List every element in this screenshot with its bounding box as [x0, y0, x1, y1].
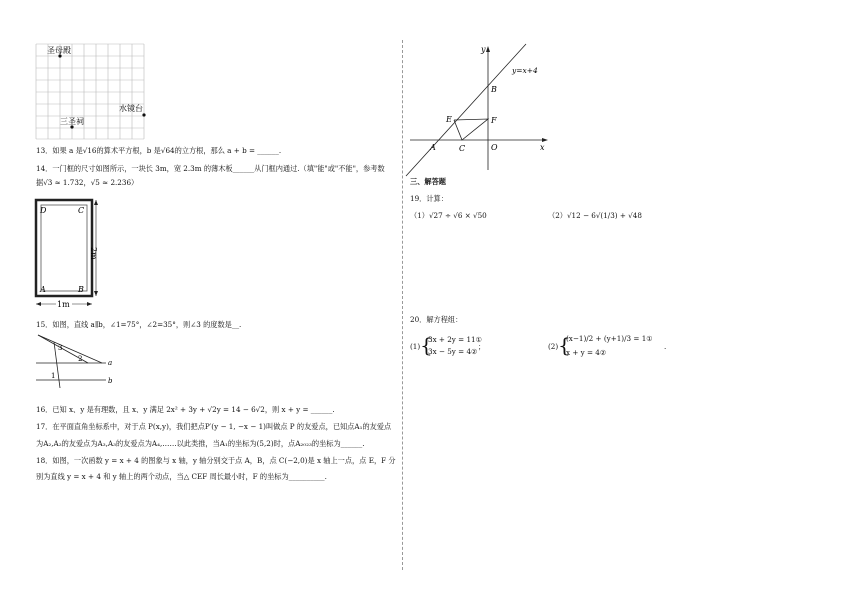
- q20-part1-brace: {: [420, 333, 433, 357]
- question-14-line2: 据√3 ≈ 1.732，√5 ≈ 2.236）: [36, 178, 139, 187]
- label-width: 1m: [57, 300, 70, 309]
- q20-part2-eq2: x + y = 4②: [566, 348, 607, 357]
- question-18-line1: 18．如图，一次函数 y = x + 4 的图象与 x 轴，y 轴分别交于点 A，B，点 C(−2,0)是 x 轴上一点，点 E，F 分: [36, 456, 396, 465]
- label-palace: 圣母殿: [47, 46, 71, 55]
- label-hall: 三圣祠: [60, 117, 84, 126]
- question-15: 15．如图，直线 a∥b，∠1=75°，∠2=35°，则∠3 的度数是__.: [36, 320, 242, 329]
- tower-point: [142, 113, 145, 116]
- label-point-F: F: [491, 116, 497, 125]
- label-angle3: 3: [58, 344, 63, 352]
- q20-part2-label: (2): [548, 342, 559, 351]
- column-divider: [402, 40, 403, 570]
- question-20-title: 20．解方程组：: [410, 315, 463, 324]
- label-B: B: [78, 285, 84, 294]
- label-angle1: 1: [51, 372, 56, 380]
- parallel-lines-figure: [34, 332, 124, 390]
- question-16: 16．已知 x、y 是有理数，且 x、y 满足 2x² + 3y + √2y = 14 − 6√2，则 x + y = ______.: [36, 405, 335, 414]
- label-origin: O: [491, 143, 498, 152]
- label-A: A: [40, 285, 46, 294]
- label-height: 2m: [89, 247, 98, 260]
- label-C: C: [78, 206, 85, 215]
- q20-part2-tail: .: [664, 342, 667, 351]
- label-D: D: [40, 206, 47, 215]
- question-13: 13．如果 a 是√16的算术平方根，b 是√64的立方根，那么 a + b = ______.: [36, 146, 282, 155]
- door-frame-figure: [34, 196, 104, 312]
- q20-part1-eq1: 3x + 2y = 11①: [428, 335, 483, 344]
- section-3-title: 三、解答题: [410, 177, 446, 186]
- label-point-A: A: [430, 143, 436, 152]
- label-point-B: B: [491, 85, 497, 94]
- label-angle2: 2: [78, 355, 83, 363]
- q20-part1-eq2: 3x − 5y = 4②: [428, 347, 478, 356]
- label-tower: 水镜台: [119, 104, 143, 113]
- q20-part1-tail: ；: [478, 342, 486, 351]
- label-y-axis: y: [481, 45, 486, 54]
- label-point-E: E: [446, 115, 452, 124]
- label-line-a: a: [108, 359, 113, 367]
- label-point-C: C: [459, 144, 466, 153]
- map-grid-figure: [36, 42, 151, 142]
- q20-part2-eq1: (x−1)/2 + (y+1)/3 = 1①: [566, 334, 653, 343]
- question-17-line2: 为A₂,A₂的友爱点为A₃,A₃的友爱点为A₄,……以此类推，当A₁的坐标为(5,2)时，点A₂₀₂₃的坐标为______.: [36, 439, 365, 448]
- label-x-axis: x: [540, 143, 545, 152]
- label-line-eq: y=x+4: [512, 66, 538, 75]
- question-17-line1: 17．在平面直角坐标系中，对于点 P(x,y)，我们把点P′(y − 1, −x − 1)叫做点 P 的友爱点，已知点A₁的友爱点: [36, 422, 392, 431]
- label-line-b: b: [108, 377, 113, 385]
- question-14-line1: 14．一门框的尺寸如图所示，一块长 3m，宽 2.3m 的薄木板______从门框内通过.（填"能"或"不能"，参考数: [36, 164, 385, 173]
- q20-part2-brace: {: [558, 333, 571, 357]
- q20-part1-label: (1): [410, 342, 421, 351]
- question-18-line2: 别为直线 y = x + 4 和 y 轴上的两个动点，当△ CEF 周长最小时，F 的坐标为__________.: [36, 472, 327, 481]
- question-19-title: 19．计算：: [410, 194, 448, 203]
- question-19-part2: （2）√12 − 6√(1/3) + √48: [548, 211, 642, 220]
- linear-function-graph: [408, 42, 558, 170]
- question-19-part1: （1）√27 ÷ √6 × √50: [410, 211, 487, 220]
